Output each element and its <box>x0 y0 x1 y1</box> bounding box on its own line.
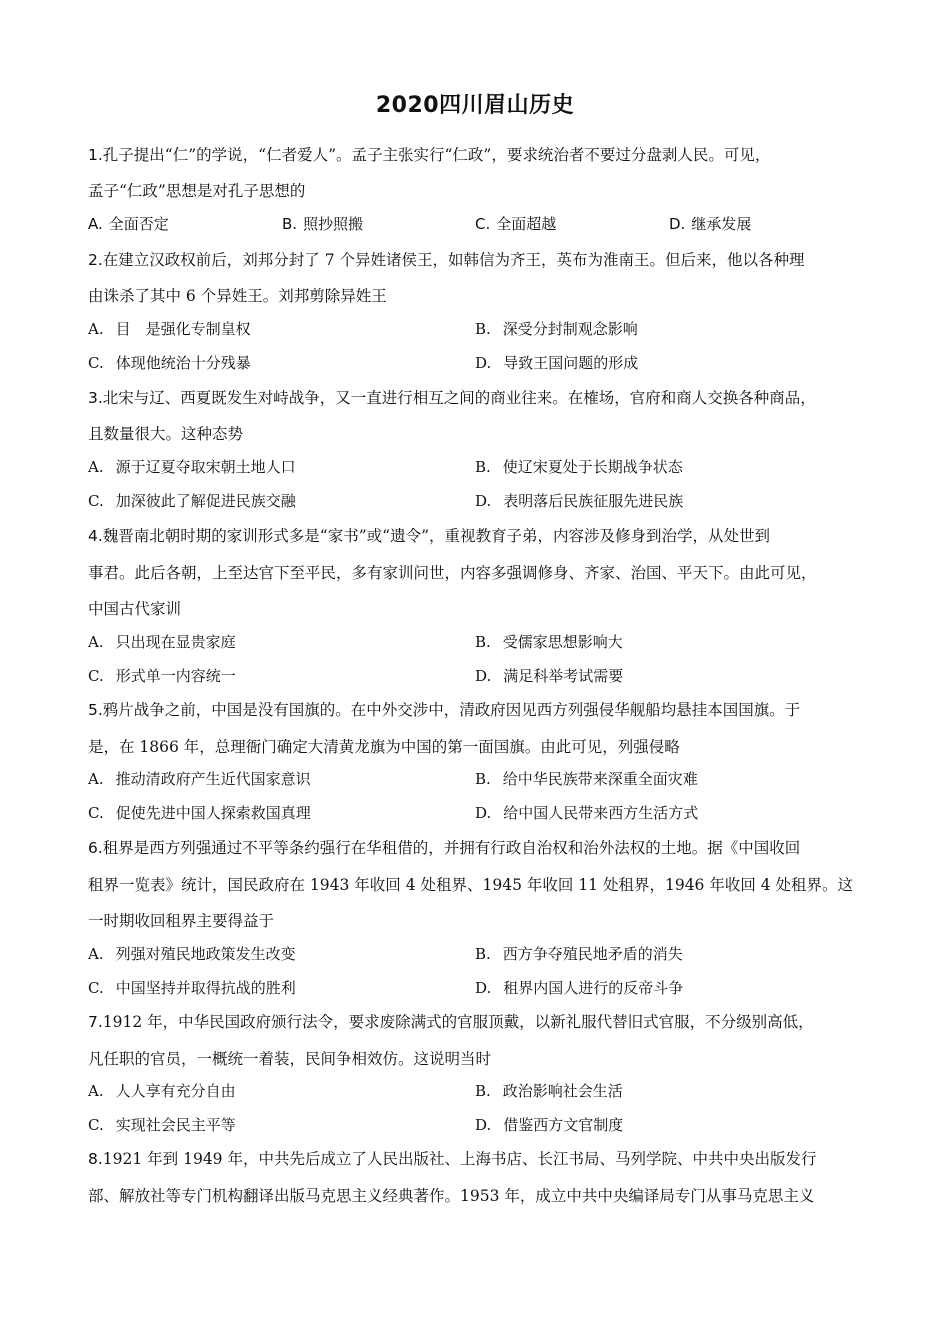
question-number: 7. <box>88 1013 103 1031</box>
q4-option-b: B. 受儒家思想影响大 <box>475 633 623 651</box>
q2-option-a: A. 目 是强化专制皇权 <box>88 320 251 338</box>
q2-option-b: B. 深受分封制观念影响 <box>475 320 638 338</box>
q7-option-c: C. 实现社会民主平等 <box>88 1116 236 1134</box>
q4-option-d: D. 满足科举考试需要 <box>475 667 624 685</box>
question-number: 3. <box>88 389 103 407</box>
q1-option-c: C. 全面超越 <box>475 215 557 233</box>
question-2-line-1 <box>88 248 805 270</box>
question-number: 5. <box>88 701 103 719</box>
question-5-line-2: 是，在 1866 年，总理衙门确定大清黄龙旗为中国的第一面国旗。由此可见，列强侵略 <box>88 738 680 756</box>
q5-option-b: B. 给中华民族带来深重全面灾难 <box>475 770 698 788</box>
q4-option-c: C. 形式单一内容统一 <box>88 667 236 685</box>
question-text: 鸦片战争之前，中国是没有国旗的。在中外交涉中，清政府因见西方列强侵华舰船均悬挂本国国旗。于 <box>102 701 801 719</box>
question-text: 1912 年，中华民国政府颁行法令，要求废除满式的官服顶戴，以新礼服代替旧式官服，不分级别高低， <box>102 1013 814 1031</box>
q3-option-c: C. 加深彼此了解促进民族交融 <box>88 492 296 510</box>
q4-option-a: A. 只出现在显贵家庭 <box>88 633 236 651</box>
question-5-line-1 <box>88 698 800 720</box>
question-text: 北宋与辽、西夏既发生对峙战争，又一直进行相互之间的商业往来。在榷场，官府和商人交换各种商品， <box>102 389 816 407</box>
q5-option-d: D. 给中国人民带来西方生活方式 <box>475 804 699 822</box>
q7-option-a: A. 人人享有充分自由 <box>88 1082 236 1100</box>
q7-option-b: B. 政治影响社会生活 <box>475 1082 623 1100</box>
question-number: 4. <box>88 527 103 545</box>
q2-option-c: C. 体现他统治十分残暴 <box>88 354 251 372</box>
question-7-line-2: 凡任职的官员，一概统一着装，民间争相效仿。这说明当时 <box>88 1050 492 1068</box>
q3-option-a: A. 源于辽夏夺取宋朝土地人口 <box>88 458 296 476</box>
question-number: 6. <box>88 839 103 857</box>
question-2-line-2: 由诛杀了其中 6 个异姓王。刘邦剪除异姓王 <box>88 287 387 305</box>
question-number: 2. <box>88 251 103 269</box>
question-3-line-2: 且数量很大。这种态势 <box>88 425 244 443</box>
question-6-line-1 <box>88 836 800 858</box>
q6-option-d: D. 租界内国人进行的反帝斗争 <box>475 979 684 997</box>
question-text: 在建立汉政权前后，刘邦分封了 7 个异姓诸侯王，如韩信为齐王，英布为淮南王。但后来，他以各种理 <box>102 251 805 269</box>
question-1-line-1 <box>88 143 770 165</box>
question-number: 8. <box>88 1150 103 1168</box>
document-title: 2020四川眉山历史 <box>375 93 575 118</box>
question-4-line-2: 事君。此后各朝，上至达官下至平民，多有家训问世，内容多强调修身、齐家、治国、平天下。由此可见， <box>88 564 817 582</box>
q3-option-b: B. 使辽宋夏处于长期战争状态 <box>475 458 683 476</box>
q7-option-d: D. 借鉴西方文官制度 <box>475 1116 624 1134</box>
q1-option-d: D. 继承发展 <box>669 215 752 233</box>
question-8-line-1 <box>88 1147 816 1169</box>
q6-option-a: A. 列强对殖民地政策发生改变 <box>88 945 296 963</box>
q6-option-b: B. 西方争夺殖民地矛盾的消失 <box>475 945 683 963</box>
question-3-line-1 <box>88 386 816 408</box>
question-6-line-2: 租界一览表》统计，国民政府在 1943 年收回 4 处租界、1945 年收回 11 处租界，1946 年收回 4 处租界。这 <box>88 876 854 894</box>
q6-option-c: C. 中国坚持并取得抗战的胜利 <box>88 979 296 997</box>
question-text: 魏晋南北朝时期的家训形式多是“家书”或“遗令”，重视教育子弟，内容涉及修身到治学，从处世到 <box>102 527 770 545</box>
question-number: 1. <box>88 146 103 164</box>
q3-option-d: D. 表明落后民族征服先进民族 <box>475 492 684 510</box>
question-8-line-2: 部、解放社等专门机构翻译出版马克思主义经典著作。1953 年，成立中共中央编译局专门从事马克思主义 <box>88 1187 815 1205</box>
question-text: 1921 年到 1949 年，中共先后成立了人民出版社、上海书店、长江书局、马列学院、中共中央出版发行 <box>102 1150 817 1168</box>
question-1-line-2: 孟子“仁政”思想是对孔子思想的 <box>88 182 306 200</box>
question-7-line-1 <box>88 1010 814 1032</box>
question-4-line-3: 中国古代家训 <box>88 600 182 618</box>
q1-option-b: B. 照抄照搬 <box>282 215 364 233</box>
q2-option-d: D. 导致王国问题的形成 <box>475 354 639 372</box>
question-6-line-3: 一时期收回租界主要得益于 <box>88 912 275 930</box>
question-4-line-1 <box>88 524 770 546</box>
q5-option-a: A. 推动清政府产生近代国家意识 <box>88 770 311 788</box>
question-text: 租界是西方列强通过不平等条约强行在华租借的，并拥有行政自治权和治外法权的土地。据《中国收回 <box>102 839 801 857</box>
question-text: 孔子提出“仁”的学说，“仁者爱人”。孟子主张实行“仁政”，要求统治者不要过分盘剥人民。可见， <box>102 146 771 164</box>
q1-option-a: A. 全面否定 <box>88 215 169 233</box>
q5-option-c: C. 促使先进中国人探索救国真理 <box>88 804 311 822</box>
